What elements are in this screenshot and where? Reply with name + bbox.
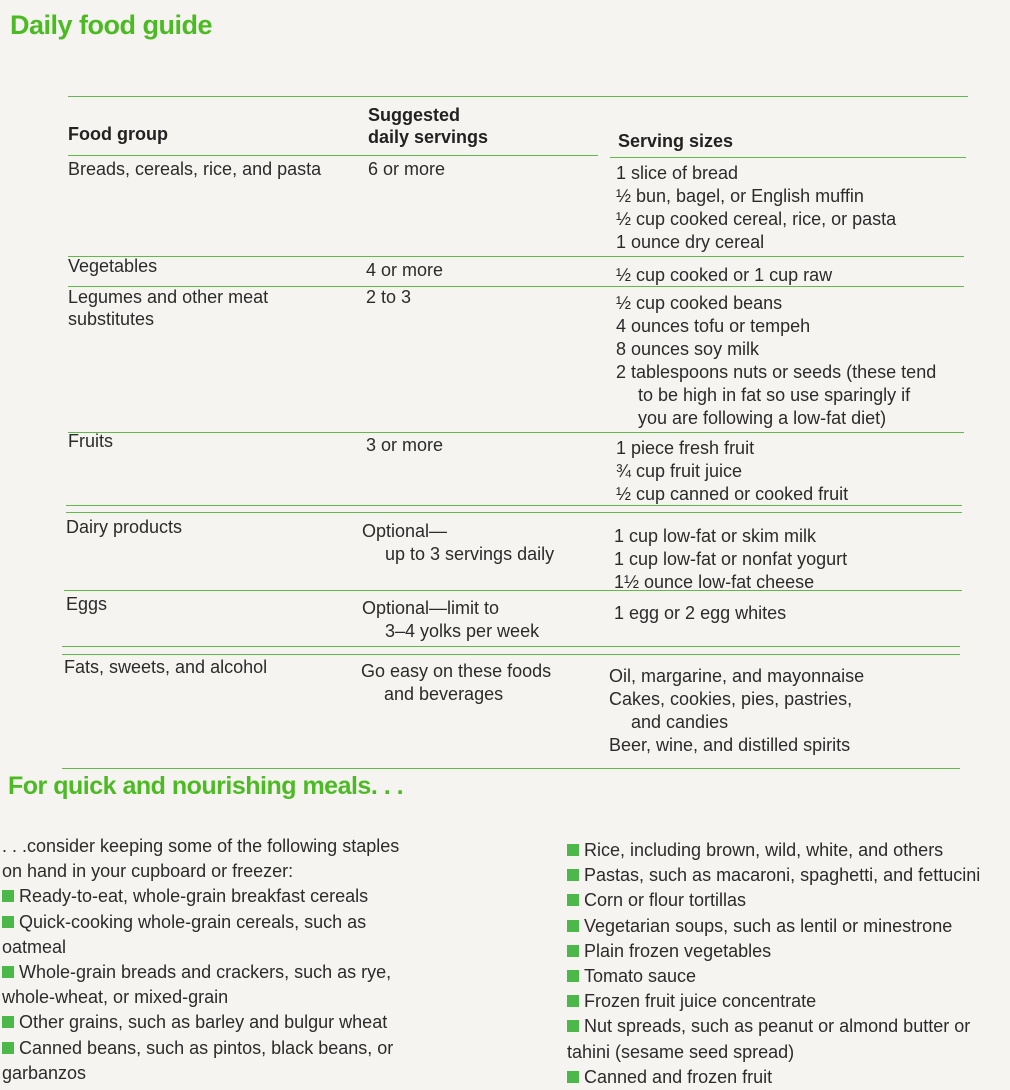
- list-item: Canned and frozen fruit: [567, 1065, 980, 1090]
- list-item-continued: tahini (sesame seed spread): [567, 1041, 795, 1062]
- list-item: Tomato sauce: [567, 964, 980, 989]
- list-item: Ready-to-eat, whole-grain breakfast cereals: [2, 884, 399, 909]
- intro-text: on hand in your cupboard or freezer:: [2, 861, 294, 882]
- bullet-square-icon: [567, 920, 579, 932]
- sizes-cell: ½ cup cooked or 1 cup raw: [616, 265, 833, 285]
- list-item-continued: oatmeal: [2, 936, 67, 957]
- row-rule: [66, 512, 962, 513]
- list-item: Corn or flour tortillas: [567, 888, 980, 913]
- food-group-cell: Fats, sweets, and alcohol: [64, 657, 268, 677]
- staples-left-column: [2, 834, 399, 1086]
- table-bottom-rule: [62, 768, 960, 769]
- row-rule: [62, 654, 960, 655]
- bullet-square-icon: [2, 966, 14, 978]
- bullet-square-icon: [567, 945, 579, 957]
- sizes-cell: ½ cup cooked beans 4 ounces tofu or tempeh 8 ounces soy milk 2 tablespoons nuts or seeds (these tend to be high in fat so use sparingly if you are following a low-fat diet): [616, 293, 937, 428]
- list-item-continued: whole-wheat, or mixed-grain: [2, 987, 229, 1008]
- bullet-square-icon: [567, 1020, 579, 1032]
- list-item: Plain frozen vegetables: [567, 939, 980, 964]
- list-item: Frozen fruit juice concentrate: [567, 989, 980, 1014]
- bullet-square-icon: [567, 970, 579, 982]
- servings-cell: Go easy on these foods and beverages: [361, 661, 552, 704]
- list-item: Nut spreads, such as peanut or almond butter or: [567, 1014, 980, 1039]
- table-top-rule: [68, 96, 968, 97]
- bullet-square-icon: [2, 916, 14, 928]
- list-item-continued: garbanzos: [2, 1062, 87, 1083]
- bullet-square-icon: [567, 844, 579, 856]
- food-group-cell: Breads, cereals, rice, and pasta: [68, 159, 322, 179]
- header-food-group: Food group: [68, 124, 168, 144]
- servings-cell: 2 to 3: [366, 287, 412, 307]
- header-serving-sizes: Serving sizes: [618, 131, 734, 151]
- servings-cell: 4 or more: [366, 260, 444, 280]
- bullet-square-icon: [567, 869, 579, 881]
- row-rule: [62, 646, 960, 647]
- header-rule-right: [610, 157, 966, 158]
- servings-cell: Optional—limit to 3–4 yolks per week: [362, 598, 540, 641]
- servings-cell: 6 or more: [368, 159, 446, 179]
- list-item: Pastas, such as macaroni, spaghetti, and fettucini: [567, 863, 980, 888]
- food-group-cell: Vegetables: [68, 256, 158, 276]
- food-group-cell: Fruits: [68, 431, 113, 451]
- page-title: Daily food guide: [10, 10, 213, 40]
- intro-text: . . .consider keeping some of the following staples: [2, 836, 400, 856]
- row-rule: [66, 505, 962, 506]
- bullet-square-icon: [2, 1042, 14, 1054]
- food-group-cell: Legumes and other meat substitutes: [68, 287, 269, 329]
- sizes-cell: 1 egg or 2 egg whites: [614, 603, 787, 623]
- servings-cell: Optional— up to 3 servings daily: [362, 521, 555, 564]
- sizes-cell: 1 cup low-fat or skim milk 1 cup low-fat or nonfat yogurt 1½ ounce low-fat cheese: [614, 526, 848, 592]
- bullet-square-icon: [2, 890, 14, 902]
- sizes-cell: 1 piece fresh fruit ¾ cup fruit juice ½ cup canned or cooked fruit: [616, 438, 849, 504]
- bullet-square-icon: [567, 995, 579, 1007]
- list-item: Other grains, such as barley and bulgur wheat: [2, 1010, 399, 1035]
- header-suggested-servings: Suggested daily servings: [368, 105, 489, 147]
- header-rule-left: [68, 155, 598, 156]
- food-group-cell: Eggs: [66, 594, 108, 614]
- list-item: Rice, including brown, wild, white, and others: [567, 838, 980, 863]
- servings-cell: 3 or more: [366, 435, 444, 455]
- sizes-cell: 1 slice of bread ½ bun, bagel, or English muffin ½ cup cooked cereal, rice, or pasta 1 ounce dry cereal: [616, 163, 897, 252]
- meals-heading: For quick and nourishing meals. . .: [8, 772, 404, 800]
- list-item: Canned beans, such as pintos, black beans, or: [2, 1036, 399, 1061]
- bullet-square-icon: [567, 1071, 579, 1083]
- list-item: Whole-grain breads and crackers, such as rye,: [2, 960, 399, 985]
- bullet-square-icon: [2, 1016, 14, 1028]
- staples-right-column: [567, 838, 980, 1090]
- bullet-square-icon: [567, 894, 579, 906]
- row-rule: [64, 590, 962, 591]
- list-item: Quick-cooking whole-grain cereals, such as: [2, 910, 399, 935]
- list-item: Vegetarian soups, such as lentil or minestrone: [567, 914, 980, 939]
- sizes-cell: Oil, margarine, and mayonnaise Cakes, cookies, pies, pastries, and candies Beer, wine, and distilled spirits: [609, 666, 865, 755]
- food-group-cell: Dairy products: [66, 517, 183, 537]
